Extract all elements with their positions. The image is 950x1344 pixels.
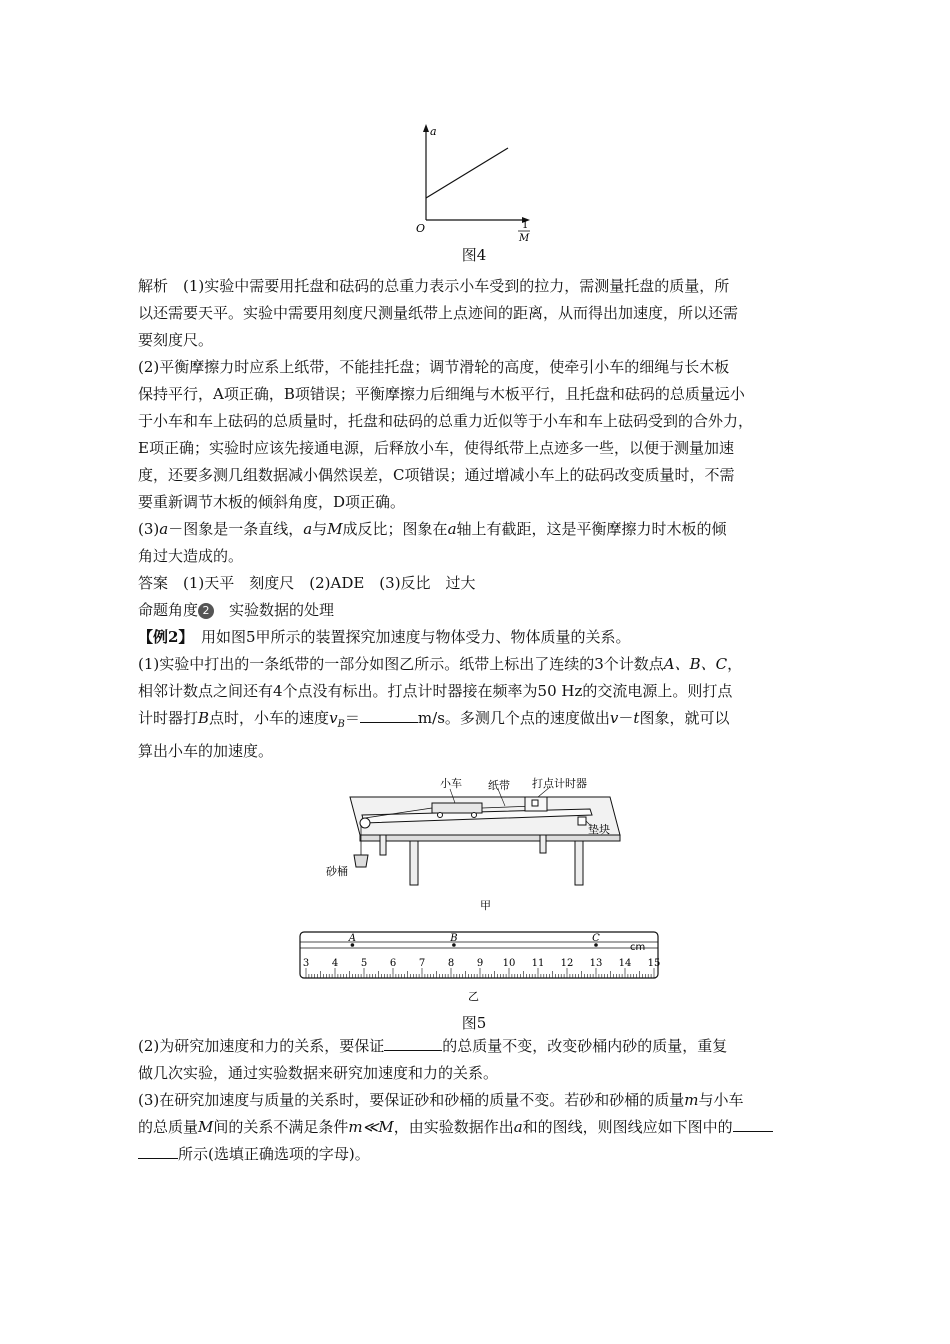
ruler-tick-label: 5 — [360, 958, 368, 969]
answer-blank[interactable] — [733, 1117, 773, 1132]
ruler-tick-label: 10 — [502, 958, 516, 969]
figure-5-caption: 图5 — [461, 1014, 487, 1032]
ruler-tick-label: 13 — [589, 958, 603, 969]
ruler-point-label: B — [450, 933, 458, 944]
analysis-line: 角过大造成的。 — [138, 547, 244, 565]
example-tag: 【例2】 — [138, 628, 186, 646]
question-line: 算出小车的加速度。 — [138, 742, 274, 760]
ruler-tick-label: 9 — [476, 958, 484, 969]
cart-wheel — [438, 813, 443, 818]
x-label-denominator: M — [519, 233, 530, 244]
question-line: (1)实验中打出的一条纸带的一部分如图乙所示。纸带上标出了连续的3个计数点A、B、C， — [138, 655, 743, 673]
ruler-tick-label: 11 — [531, 958, 545, 969]
pulley — [360, 818, 370, 828]
cart-wheel — [472, 813, 477, 818]
timer — [532, 800, 538, 806]
answer-blank[interactable] — [360, 708, 418, 723]
figure-5-apparatus — [320, 775, 660, 915]
sub-caption-b: 乙 — [468, 990, 479, 1003]
tape-label: 纸带 — [488, 779, 510, 792]
analysis-line: 要重新调节木板的倾斜角度，D项正确。 — [138, 493, 406, 511]
question-line: (2)为研究加速度和力的关系，要保证 的总质量不变，改变砂桶内砂的质量，重复 — [138, 1037, 728, 1055]
figure-5-ruler — [298, 928, 662, 1008]
analysis-line: 要刻度尺。 — [138, 331, 214, 349]
pad-label: 垫块 — [588, 823, 610, 836]
question-line: 的总质量M间的关系不满足条件m≪M，由实验数据作出a和的图线，则图线应如下图中的 — [138, 1114, 818, 1141]
bucket-label: 砂桶 — [326, 865, 348, 878]
answer-line: 答案 (1)天平 刻度尺 (2)ADE (3)反比 过大 — [138, 574, 476, 592]
analysis-line: 以还需要天平。实验中需要用刻度尺测量纸带上点迹间的距离，从而得出加速度，所以还需 — [138, 304, 739, 322]
y-axis-arrow — [423, 124, 429, 132]
table-edge — [360, 835, 620, 841]
question-line: 做几次实验，通过实验数据来研究加速度和力的关系。 — [138, 1064, 499, 1082]
cart-label: 小车 — [440, 777, 462, 790]
ruler-point-label: A — [348, 933, 357, 944]
table-leg — [410, 841, 418, 885]
answer-blank[interactable] — [384, 1036, 442, 1051]
ruler-tick-label: 3 — [302, 958, 310, 969]
ruler-tick-label: 15 — [647, 958, 661, 969]
questions-block — [138, 1033, 818, 1168]
figure-4-graph — [398, 120, 548, 250]
table-leg — [540, 835, 546, 853]
figure-4-caption: 图4 — [461, 246, 487, 264]
question-line: 所示(选填正确选项的字母)。 — [138, 1141, 818, 1168]
angle-heading: 命题角度 2 实验数据的处理 — [138, 601, 335, 619]
ruler-tick-label: 12 — [560, 958, 574, 969]
number-badge: 2 — [198, 603, 214, 619]
analysis-line: 于小车和车上砝码的总质量时，托盘和砝码的总重力近似等于小车和车上砝码受到的合外力， — [138, 412, 754, 430]
example-heading: 【例2】 用如图5甲所示的装置探究加速度与物体受力、物体质量的关系。 — [138, 628, 631, 646]
analysis-line: E项正确；实验时应该先接通电源，后释放小车，使得纸带上点迹多一些，以便于测量加速 — [138, 439, 734, 457]
ruler-tick-label: 7 — [418, 958, 426, 969]
ruler-tick-label: 14 — [618, 958, 632, 969]
ruler-unit: cm — [630, 942, 646, 953]
timer-label: 打点计时器 — [532, 777, 587, 790]
analysis-block — [138, 273, 818, 765]
analysis-line: 保持平行，A项正确，B项错误；平衡摩擦力后细绳与木板平行，且托盘和砝码的总质量远小 — [138, 385, 745, 403]
y-axis-label: a — [430, 125, 437, 138]
sand-bucket — [354, 855, 368, 867]
x-label-numerator: 1 — [522, 220, 529, 231]
analysis-line: 解析 (1)实验中需要用托盘和砝码的总重力表示小车受到的拉力，需测量托盘的质量，所 — [138, 277, 730, 295]
ruler-tick-label: 8 — [447, 958, 455, 969]
analysis-line: 度，还要多测几组数据减小偶然误差，C项错误；通过增减小车上的砝码改变质量时，不需 — [138, 466, 735, 484]
origin-label: O — [416, 222, 426, 235]
question-line: 相邻计数点之间还有4个点没有标出。打点计时器接在频率为50 Hz的交流电源上。则打点 — [138, 682, 733, 700]
pad-block — [578, 817, 586, 825]
ruler-tick-label: 6 — [389, 958, 397, 969]
analysis-line: (3)a－图象是一条直线，a与M成反比；图象在a轴上有截距，这是平衡摩擦力时木板的倾 — [138, 520, 727, 538]
table-leg — [575, 841, 583, 885]
cart — [432, 803, 482, 813]
analysis-line: (2)平衡摩擦力时应系上纸带，不能挂托盘；调节滑轮的高度，使牵引小车的细绳与长木板 — [138, 358, 730, 376]
question-line: 计时器打B点时，小车的速度$v_B= m/s$。多测几个点的速度做出v－t图象，就可以 — [138, 709, 730, 730]
sub-caption-a: 甲 — [480, 899, 491, 912]
ruler-tick-label: 4 — [331, 958, 339, 969]
question-line: (3)在研究加速度与质量的关系时，要保证砂和砂桶的质量不变。若砂和砂桶的质量m与小车 — [138, 1091, 744, 1109]
answer-blank[interactable] — [138, 1144, 178, 1159]
ruler-point-label: C — [592, 933, 600, 944]
data-line — [426, 148, 508, 198]
table-leg — [380, 835, 386, 855]
